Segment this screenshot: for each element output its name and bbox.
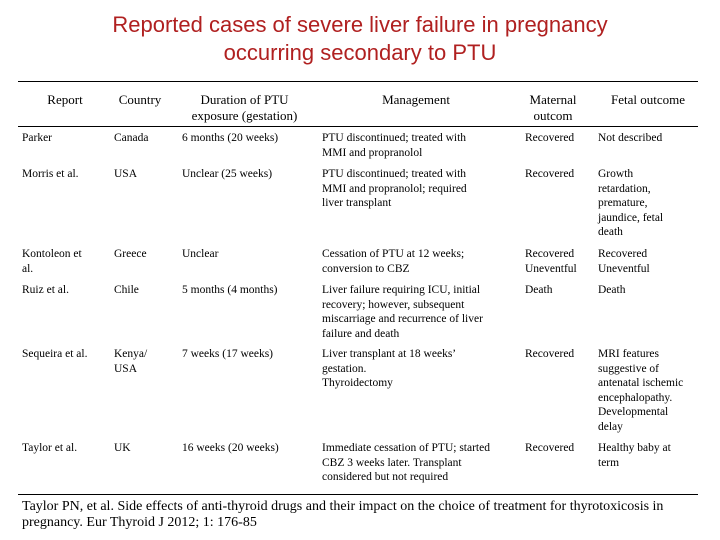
header-duration-line-1: Duration of PTU [200, 92, 289, 107]
cell-line: Canada [114, 132, 149, 144]
cell-duration [182, 283, 322, 298]
cell-maternal [525, 167, 595, 182]
cell-duration [182, 247, 322, 262]
cell-fetal [598, 283, 704, 298]
cell-line: Recovered [525, 348, 575, 360]
cell-line: PTU discontinued; treated with [322, 132, 467, 144]
cell-line: Unclear (25 weeks) [182, 168, 273, 180]
cell-line: al. [22, 262, 34, 275]
cell-management [322, 247, 520, 276]
cell-line: Greece [114, 248, 147, 260]
cell-line: retardation, [598, 182, 651, 195]
cell-line: liver transplant [322, 197, 392, 210]
header-report: Report [47, 92, 83, 107]
cell-line: PTU discontinued; treated with [322, 168, 467, 180]
cell-line: Recovered [525, 132, 575, 144]
page-title [0, 11, 720, 67]
cell-line: conversion to CBZ [322, 262, 410, 275]
cell-fetal [598, 247, 704, 276]
cell-line: suggestive of [598, 362, 660, 375]
cell-line: Immediate cessation of PTU; started [322, 442, 490, 454]
header-country: Country [118, 92, 162, 107]
cell-line: recovery; however, subsequent [322, 298, 465, 311]
cell-duration [182, 347, 322, 362]
cell-country [114, 247, 176, 262]
cell-management [322, 441, 520, 485]
cell-fetal [598, 167, 704, 240]
cell-line: Recovered [525, 442, 575, 454]
cell-maternal [525, 441, 595, 456]
cell-line: MMI and propranolol; required [322, 182, 467, 195]
cell-country [114, 283, 176, 298]
cell-line: miscarriage and recurrence of liver [322, 313, 483, 326]
cell-report [22, 283, 108, 298]
cell-line: Taylor et al. [22, 442, 78, 454]
cell-maternal [525, 247, 595, 276]
cell-report [22, 131, 108, 146]
cell-line: UK [114, 442, 131, 454]
cell-line: 5 months (4 months) [182, 284, 278, 296]
header-management: Management [382, 92, 450, 107]
citation: Taylor PN, et al. Side effects of anti-thyroid drugs and their impact on the choice of treatment for thyrotoxicosis in pregnancy. Eur Thyroid J 2012; 1: 176-85 [22, 499, 664, 530]
cell-line: premature, [598, 197, 648, 210]
cell-country [114, 441, 176, 456]
cell-maternal [525, 131, 595, 146]
cell-line: MRI features [598, 348, 659, 360]
cell-line: Uneventful [525, 262, 577, 275]
cell-line: considered but not required [322, 471, 449, 484]
cell-line: USA [114, 362, 138, 375]
cell-fetal [598, 441, 704, 470]
cell-country [114, 347, 176, 376]
header-maternal [518, 92, 588, 124]
cell-line: CBZ 3 weeks later. Transplant [322, 456, 462, 469]
header-maternal-line-1: Maternal [529, 92, 577, 107]
title-line-1: Reported cases of severe liver failure in pregnancy [112, 12, 608, 37]
header-rule [18, 126, 698, 127]
cell-management [322, 283, 520, 341]
cell-maternal [525, 347, 595, 362]
cell-line: Cessation of PTU at 12 weeks; [322, 248, 465, 260]
cell-line: Developmental [598, 406, 669, 419]
cell-report [22, 441, 108, 456]
cell-line: Kenya/ [114, 348, 148, 360]
cell-line: death [598, 226, 623, 239]
cell-report [22, 247, 108, 276]
cell-line: encephalopathy. [598, 391, 673, 404]
cell-line: Liver transplant at 18 weeks’ [322, 348, 457, 360]
cell-country [114, 167, 176, 182]
cell-line: Ruiz et al. [22, 284, 69, 296]
cell-line: MMI and propranolol [322, 146, 423, 159]
cell-line: Parker [22, 132, 53, 144]
header-duration [172, 92, 317, 124]
cell-line: Healthy baby at [598, 442, 671, 454]
cell-line: term [598, 456, 620, 469]
cell-line: Liver failure requiring ICU, initial [322, 284, 481, 296]
header-maternal-line-2: outcom [533, 108, 573, 123]
title-line-2: occurring secondary to PTU [223, 40, 497, 65]
cell-line: Growth [598, 168, 634, 180]
cell-line: Kontoleon et [22, 248, 82, 260]
cell-line: Sequeira et al. [22, 348, 88, 360]
cell-report [22, 347, 108, 362]
cell-fetal [598, 347, 704, 435]
cell-line: Death [525, 284, 553, 296]
cell-line: USA [114, 168, 138, 180]
cell-line: Recovered [525, 168, 575, 180]
cell-duration [182, 167, 322, 182]
cell-line: failure and death [322, 327, 400, 340]
cell-duration [182, 441, 322, 456]
cell-line: Morris et al. [22, 168, 79, 180]
cell-line: Not described [598, 132, 663, 144]
cell-country [114, 131, 176, 146]
bottom-rule [18, 494, 698, 495]
cell-line: 6 months (20 weeks) [182, 132, 279, 144]
cell-management [322, 131, 520, 160]
cell-line: 7 weeks (17 weeks) [182, 348, 274, 360]
cell-line: Recovered [598, 248, 648, 260]
cell-line: Thyroidectomy [322, 377, 393, 390]
cell-line: delay [598, 420, 623, 433]
cell-line: 16 weeks (20 weeks) [182, 442, 279, 454]
cell-management [322, 347, 520, 391]
cell-duration [182, 131, 322, 146]
cell-line: antenatal ischemic [598, 377, 684, 390]
cell-line: Death [598, 284, 626, 296]
cell-line: gestation. [322, 362, 367, 375]
cell-line: Unclear [182, 248, 219, 260]
cell-management [322, 167, 520, 211]
cell-report [22, 167, 108, 182]
header-fetal-outcome: Fetal outcome [610, 92, 685, 107]
cell-line: Chile [114, 284, 139, 296]
cell-maternal [525, 283, 595, 298]
header-duration-line-2: exposure (gestation) [191, 108, 298, 123]
cell-line: Recovered [525, 248, 575, 260]
top-rule [18, 81, 698, 82]
cell-line: Uneventful [598, 262, 650, 275]
cell-line: jaundice, fetal [598, 211, 664, 224]
cell-fetal [598, 131, 704, 146]
